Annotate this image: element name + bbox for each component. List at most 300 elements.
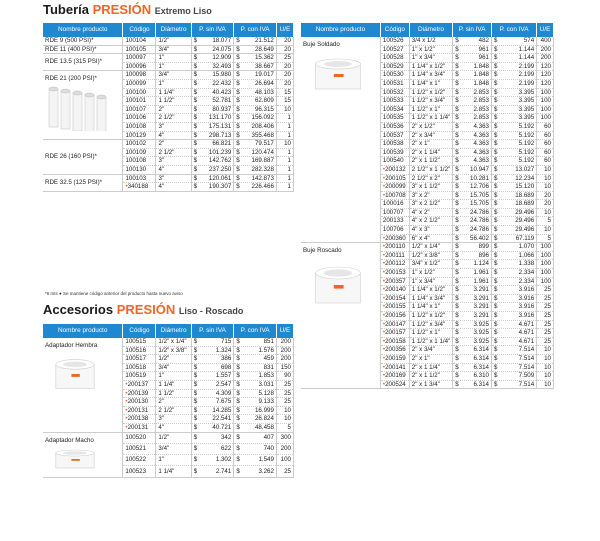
- price-value: 4.363: [473, 148, 489, 156]
- code-cell: 100130: [123, 165, 156, 174]
- diameter-cell: 3" x 2 1/2": [409, 200, 452, 209]
- new-code-marker: •: [125, 389, 128, 397]
- new-code-marker: •: [382, 234, 386, 242]
- price-no-iva-cell: [453, 131, 492, 140]
- price-value: 1.848: [473, 79, 489, 87]
- buje-soldado-image: [303, 49, 373, 99]
- currency-symbol: $: [455, 88, 459, 96]
- price-value: 3.395: [518, 114, 535, 122]
- price-value: 961: [478, 54, 489, 62]
- currency-symbol: $: [193, 389, 198, 397]
- price-iva-cell: [234, 62, 277, 71]
- diameter-cell: 1 1/4" x 3/4": [409, 71, 452, 80]
- price-value: 120.474: [251, 148, 274, 156]
- price-iva-cell: [234, 88, 277, 97]
- currency-symbol: $: [455, 294, 459, 302]
- price-iva-cell: [491, 148, 536, 157]
- price-iva-cell: [491, 303, 536, 312]
- diameter-cell: 1 1/2" x 1/2": [409, 312, 452, 321]
- currency-symbol: $: [493, 329, 498, 337]
- price-iva-cell: [234, 432, 277, 443]
- price-iva-cell: [491, 97, 536, 106]
- price-iva-cell: [491, 337, 536, 346]
- price-no-iva-cell: [191, 338, 234, 346]
- diameter-cell: 2" x 3/4": [409, 346, 452, 355]
- currency-symbol: $: [493, 208, 498, 216]
- code-cell: •200111: [380, 251, 409, 260]
- price-value: 386: [220, 355, 232, 363]
- col-code: Código: [123, 23, 156, 37]
- ue-cell: 10: [537, 174, 554, 183]
- currency-symbol: $: [493, 54, 498, 62]
- price-iva-cell: [491, 79, 536, 88]
- currency-symbol: $: [193, 456, 198, 464]
- price-no-iva-cell: [191, 398, 234, 407]
- code-cell: 100707: [380, 208, 409, 217]
- price-iva-cell: [491, 251, 536, 260]
- table-row: [43, 140, 294, 149]
- price-iva-cell: [491, 71, 536, 80]
- diameter-cell: 1 1/2" x 1 1/4": [409, 337, 452, 346]
- price-no-iva-cell: [191, 455, 234, 466]
- diameter-cell: 4" x 3": [409, 226, 452, 235]
- currency-symbol: $: [193, 71, 198, 79]
- new-code-marker: •: [382, 363, 386, 371]
- currency-symbol: $: [236, 71, 240, 79]
- currency-symbol: $: [455, 62, 459, 70]
- product-name-label: RDE 13.5 (315 PSI)*: [45, 58, 103, 66]
- code-cell: •200155: [380, 303, 409, 312]
- currency-symbol: $: [493, 260, 498, 268]
- price-value: 899: [478, 243, 489, 251]
- code-cell: •200360: [380, 234, 409, 243]
- price-iva-cell: [491, 226, 536, 235]
- price-no-iva-cell: [453, 45, 492, 54]
- price-value: 175.131: [208, 122, 232, 130]
- price-iva-cell: [491, 62, 536, 71]
- price-iva-cell: [491, 269, 536, 278]
- price-iva-cell: [491, 329, 536, 338]
- price-value: 101.239: [208, 148, 232, 156]
- price-no-iva-cell: [453, 79, 492, 88]
- ue-cell: 1: [276, 183, 293, 192]
- price-iva-cell: [491, 157, 536, 166]
- currency-symbol: $: [455, 37, 459, 44]
- buje-roscado-image: [303, 255, 373, 315]
- price-iva-cell: [234, 380, 277, 389]
- price-value: 3.395: [518, 97, 535, 105]
- product-name-label: RDE 11 (400 PSI)*: [45, 45, 97, 53]
- diameter-cell: 1/2" x 1/4": [409, 243, 452, 252]
- price-value: 4.363: [473, 122, 489, 130]
- code-cell: 100531: [380, 79, 409, 88]
- diameter-cell: 3/4": [156, 443, 191, 454]
- currency-symbol: $: [493, 165, 498, 173]
- price-iva-cell: [491, 354, 536, 363]
- ue-cell: 20: [276, 37, 293, 45]
- price-value: 62.809: [254, 97, 274, 105]
- currency-symbol: $: [236, 88, 240, 96]
- code-cell: •200157: [380, 329, 409, 338]
- price-no-iva-cell: [453, 88, 492, 97]
- price-no-iva-cell: [191, 183, 234, 192]
- col-p2: P. con IVA: [234, 23, 277, 37]
- price-value: 67.119: [515, 234, 535, 242]
- price-value: 2.741: [215, 467, 232, 475]
- currency-symbol: $: [455, 208, 459, 216]
- currency-symbol: $: [193, 363, 198, 371]
- price-value: 52.781: [212, 97, 232, 105]
- diameter-cell: 1": [156, 54, 191, 63]
- price-value: 2.853: [473, 114, 489, 122]
- ue-cell: 200: [276, 346, 293, 355]
- currency-symbol: $: [493, 380, 498, 388]
- code-cell: •200169: [380, 372, 409, 381]
- table-row: [43, 174, 294, 183]
- table-row: [43, 45, 294, 54]
- code-cell: 100538: [380, 140, 409, 149]
- diameter-cell: 1" x 1/2": [409, 269, 452, 278]
- ue-cell: 200: [276, 443, 293, 454]
- currency-symbol: $: [493, 157, 498, 165]
- diameter-cell: 1/2": [156, 37, 191, 45]
- price-iva-cell: [491, 312, 536, 321]
- price-iva-cell: [234, 140, 277, 149]
- product-name: [301, 37, 380, 243]
- currency-symbol: $: [236, 105, 240, 113]
- footnote: *6 mts ● Se mantiene código anterior del producto hasta nuevo aviso: [45, 291, 183, 296]
- code-cell: 100106: [123, 114, 156, 123]
- table-row: [43, 432, 294, 443]
- diameter-cell: 2 1/2": [156, 406, 191, 415]
- price-value: 3.916: [518, 312, 535, 319]
- currency-symbol: $: [193, 183, 198, 191]
- diameter-cell: 2": [156, 140, 191, 149]
- price-value: 96.315: [254, 105, 274, 113]
- price-value: 24.786: [470, 208, 489, 216]
- price-value: 12.909: [212, 54, 232, 62]
- currency-symbol: $: [455, 346, 459, 354]
- price-no-iva-cell: [453, 157, 492, 166]
- price-no-iva-cell: [191, 423, 234, 432]
- price-iva-cell: [491, 372, 536, 381]
- price-iva-cell: [234, 389, 277, 398]
- currency-symbol: $: [455, 269, 459, 277]
- diameter-cell: 2" x 1": [409, 354, 452, 363]
- currency-symbol: $: [193, 445, 198, 453]
- code-cell: 100535: [380, 114, 409, 123]
- code-cell: 100016: [380, 200, 409, 209]
- price-value: 18.077: [212, 37, 232, 44]
- ue-cell: 10: [537, 363, 554, 372]
- price-iva-cell: [234, 148, 277, 157]
- price-iva-cell: [491, 88, 536, 97]
- currency-symbol: $: [455, 303, 459, 311]
- price-no-iva-cell: [453, 37, 492, 45]
- code-cell: •200112: [380, 260, 409, 269]
- ue-cell: 25: [276, 466, 293, 477]
- diameter-cell: 2 1/2" x 2": [409, 174, 452, 183]
- ue-cell: 25: [537, 329, 554, 338]
- price-value: 1.144: [518, 54, 535, 62]
- price-no-iva-cell: [191, 363, 234, 372]
- ue-cell: 60: [537, 157, 554, 166]
- price-value: 26.824: [254, 415, 274, 423]
- code-cell: 100516: [123, 346, 156, 355]
- code-cell: •200153: [380, 269, 409, 278]
- currency-symbol: $: [455, 337, 459, 345]
- currency-symbol: $: [455, 286, 459, 294]
- new-code-marker: •: [382, 320, 386, 328]
- currency-symbol: $: [193, 406, 198, 414]
- price-value: 3.291: [473, 312, 489, 319]
- currency-symbol: $: [455, 183, 459, 191]
- currency-symbol: $: [455, 329, 459, 337]
- price-iva-cell: [234, 423, 277, 432]
- price-value: 40.423: [212, 88, 232, 96]
- product-name: [43, 432, 123, 477]
- price-iva-cell: [491, 45, 536, 54]
- price-iva-cell: [234, 443, 277, 454]
- price-value: 3.395: [518, 88, 535, 96]
- currency-symbol: $: [455, 71, 459, 79]
- table-row: [301, 243, 554, 252]
- price-value: 142.762: [208, 157, 232, 165]
- ue-cell: 100: [537, 243, 554, 252]
- product-name-label: Adaptador Hembra: [45, 342, 98, 349]
- new-code-marker: •: [382, 354, 386, 362]
- price-value: 12.706: [470, 183, 489, 191]
- currency-symbol: $: [236, 157, 240, 165]
- price-iva-cell: [234, 79, 277, 88]
- currency-symbol: $: [493, 140, 498, 148]
- code-cell: •200156: [380, 312, 409, 321]
- code-cell: 100536: [380, 122, 409, 131]
- ue-cell: 25: [276, 398, 293, 407]
- price-value: 2.334: [518, 277, 535, 285]
- currency-symbol: $: [493, 243, 498, 251]
- currency-symbol: $: [236, 165, 240, 173]
- diameter-cell: 1 1/2" x 3/4": [409, 320, 452, 329]
- price-iva-cell: [234, 174, 277, 183]
- price-no-iva-cell: [453, 234, 492, 243]
- new-code-marker: •: [125, 398, 128, 406]
- currency-symbol: $: [493, 37, 498, 44]
- col-ue: U/E: [276, 23, 293, 37]
- currency-symbol: $: [236, 372, 240, 380]
- price-value: 1.576: [258, 346, 274, 354]
- price-value: 9.133: [258, 398, 274, 406]
- price-value: 3.916: [518, 294, 535, 302]
- price-no-iva-cell: [191, 389, 234, 398]
- price-value: 4.363: [473, 157, 489, 165]
- code-cell: 100534: [380, 105, 409, 114]
- code-cell: 100520: [123, 432, 156, 443]
- price-no-iva-cell: [191, 79, 234, 88]
- currency-symbol: $: [493, 174, 498, 182]
- code-cell: 200133: [380, 217, 409, 226]
- ue-cell: 100: [537, 277, 554, 286]
- diameter-cell: 2" x 1 1/2": [409, 372, 452, 381]
- code-cell: 100108: [123, 157, 156, 166]
- price-no-iva-cell: [453, 243, 492, 252]
- price-value: 282.328: [251, 165, 274, 173]
- currency-symbol: $: [193, 165, 198, 173]
- ue-cell: 200: [537, 54, 554, 63]
- currency-symbol: $: [493, 363, 498, 371]
- diameter-cell: 4": [156, 183, 191, 192]
- ue-cell: 5: [276, 423, 293, 432]
- price-value: 4.671: [518, 320, 535, 328]
- price-value: 131.170: [208, 114, 232, 122]
- currency-symbol: $: [236, 363, 240, 371]
- code-cell: 100096: [123, 62, 156, 71]
- currency-symbol: $: [455, 363, 459, 371]
- price-no-iva-cell: [453, 140, 492, 149]
- code-cell: 100105: [123, 45, 156, 54]
- price-no-iva-cell: [191, 62, 234, 71]
- ue-cell: 1: [276, 157, 293, 166]
- ue-cell: 25: [537, 312, 554, 321]
- currency-symbol: $: [493, 71, 498, 79]
- price-value: 2.199: [518, 62, 535, 70]
- currency-symbol: $: [493, 148, 498, 156]
- ue-cell: 200: [276, 338, 293, 346]
- price-value: 7.514: [518, 363, 535, 371]
- price-value: 1.124: [473, 260, 489, 268]
- price-no-iva-cell: [191, 466, 234, 477]
- price-no-iva-cell: [453, 165, 492, 174]
- price-value: 1.066: [518, 251, 535, 259]
- price-no-iva-cell: [191, 157, 234, 166]
- currency-symbol: $: [493, 105, 498, 113]
- currency-symbol: $: [493, 294, 498, 302]
- price-value: 226.466: [251, 183, 274, 191]
- price-value: 6.314: [473, 346, 489, 354]
- price-no-iva-cell: [453, 62, 492, 71]
- price-iva-cell: [234, 37, 277, 45]
- new-code-marker: •: [382, 329, 386, 337]
- price-iva-cell: [491, 380, 536, 389]
- code-cell: 100098: [123, 71, 156, 80]
- title-tuberia: Tubería PRESIÓN Extremo Liso: [43, 2, 212, 17]
- code-cell: 100100: [123, 88, 156, 97]
- ue-cell: 1: [276, 174, 293, 183]
- price-value: 13.027: [515, 165, 535, 173]
- currency-symbol: $: [455, 97, 459, 105]
- price-value: 3.916: [518, 286, 535, 294]
- code-cell: 100540: [380, 157, 409, 166]
- code-cell: 100518: [123, 363, 156, 372]
- price-value: 5.192: [518, 148, 535, 156]
- new-code-marker: •: [382, 312, 386, 319]
- diameter-cell: 2 1/2": [156, 114, 191, 123]
- diameter-cell: 4": [156, 131, 191, 140]
- diameter-cell: 1": [156, 372, 191, 381]
- currency-symbol: $: [236, 122, 240, 130]
- price-iva-cell: [491, 260, 536, 269]
- ue-cell: 100: [537, 97, 554, 106]
- price-no-iva-cell: [453, 294, 492, 303]
- table-row: [43, 37, 294, 45]
- price-value: 3.925: [473, 329, 489, 337]
- currency-symbol: $: [493, 372, 498, 380]
- price-no-iva-cell: [453, 354, 492, 363]
- ue-cell: 120: [537, 62, 554, 71]
- price-value: 2.853: [473, 105, 489, 113]
- currency-symbol: $: [236, 389, 240, 397]
- ue-cell: 20: [537, 200, 554, 209]
- price-value: 4.671: [518, 337, 535, 345]
- new-code-marker: •: [125, 423, 128, 431]
- price-no-iva-cell: [453, 105, 492, 114]
- price-value: 66.821: [212, 140, 232, 148]
- price-value: 156.092: [251, 114, 274, 122]
- price-value: 80.937: [212, 105, 232, 113]
- price-iva-cell: [491, 277, 536, 286]
- code-cell: 100522: [123, 455, 156, 466]
- ue-cell: 15: [276, 88, 293, 97]
- diameter-cell: 3": [156, 174, 191, 183]
- code-cell: 100521: [123, 443, 156, 454]
- code-cell: •200139: [123, 389, 156, 398]
- currency-symbol: $: [193, 45, 198, 53]
- currency-symbol: $: [236, 54, 240, 62]
- price-no-iva-cell: [453, 260, 492, 269]
- currency-symbol: $: [236, 380, 240, 388]
- code-cell: 100528: [380, 54, 409, 63]
- diameter-cell: 2" x 1 1/4": [409, 148, 452, 157]
- currency-symbol: $: [455, 140, 459, 148]
- ue-cell: 100: [537, 260, 554, 269]
- price-value: 29.496: [515, 217, 535, 225]
- new-code-marker: •: [382, 303, 386, 311]
- currency-symbol: $: [493, 286, 498, 294]
- currency-symbol: $: [193, 131, 198, 139]
- diameter-cell: 3/4 x 1/2: [409, 37, 452, 45]
- product-name-label: RDE 32.5 (125 PSI)*: [45, 178, 103, 186]
- table-row: [301, 37, 554, 45]
- ue-cell: 25: [276, 380, 293, 389]
- currency-symbol: $: [455, 234, 459, 242]
- diameter-cell: 1 1/4" x 1": [409, 79, 452, 88]
- price-iva-cell: [234, 165, 277, 174]
- title-accesorios: Accesorios PRESIÓN Liso - Roscado: [43, 302, 244, 317]
- price-value: 19.017: [254, 71, 274, 79]
- price-iva-cell: [491, 114, 536, 123]
- product-name-label: RDE 26 (160 PSI)*: [45, 153, 97, 161]
- currency-symbol: $: [193, 467, 198, 475]
- currency-symbol: $: [193, 140, 198, 148]
- price-no-iva-cell: [453, 320, 492, 329]
- diameter-cell: 1 1/4": [156, 88, 191, 97]
- price-value: 3.291: [473, 294, 489, 302]
- ue-cell: 1: [276, 122, 293, 131]
- code-cell: 100539: [380, 148, 409, 157]
- diameter-cell: 1": [156, 62, 191, 71]
- price-iva-cell: [234, 406, 277, 415]
- price-no-iva-cell: [191, 45, 234, 54]
- price-value: 961: [478, 45, 489, 53]
- currency-symbol: $: [493, 217, 498, 225]
- price-value: 15.980: [212, 71, 232, 79]
- currency-symbol: $: [193, 372, 198, 380]
- price-iva-cell: [234, 415, 277, 424]
- diameter-cell: 1/2": [156, 355, 191, 364]
- ue-cell: 1: [276, 148, 293, 157]
- price-value: 24.075: [212, 45, 232, 53]
- ue-cell: 25: [537, 303, 554, 312]
